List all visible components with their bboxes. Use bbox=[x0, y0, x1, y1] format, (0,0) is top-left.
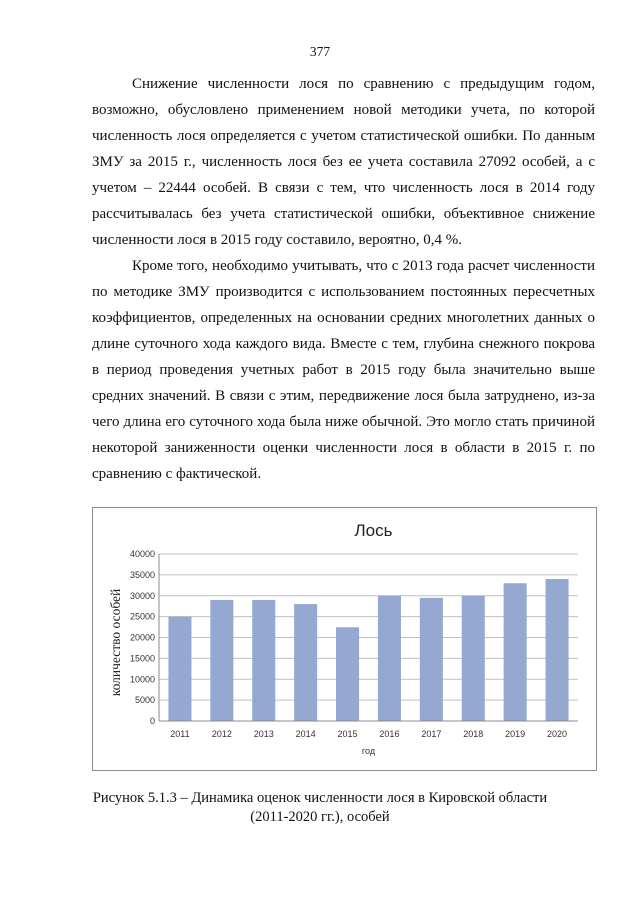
y-tick-label: 0 bbox=[149, 716, 155, 726]
bar bbox=[210, 600, 233, 721]
x-tick-label: 2017 bbox=[421, 729, 442, 739]
bar-chart bbox=[93, 508, 598, 772]
y-tick-label: 15000 bbox=[129, 653, 155, 664]
y-tick-label: 35000 bbox=[129, 569, 155, 580]
y-tick-label: 25000 bbox=[129, 611, 155, 622]
x-tick-label: 2012 bbox=[211, 729, 232, 739]
x-axis-title: год bbox=[361, 746, 376, 756]
bar bbox=[462, 596, 485, 721]
y-tick-label: 10000 bbox=[129, 674, 155, 685]
body-text bbox=[92, 71, 595, 487]
chart-title: Лось bbox=[354, 521, 393, 540]
caption-line-2: (2011-2020 гг.), особей bbox=[250, 809, 390, 825]
bar bbox=[546, 579, 569, 721]
bar bbox=[168, 617, 191, 721]
y-tick-label: 30000 bbox=[129, 590, 155, 601]
x-tick-label: 2014 bbox=[295, 729, 316, 739]
bar bbox=[420, 598, 443, 721]
y-axis-title: количество особей bbox=[108, 588, 123, 697]
x-tick-label: 2013 bbox=[253, 729, 274, 739]
x-tick-label: 2020 bbox=[547, 729, 568, 739]
bar bbox=[504, 583, 527, 721]
chart-frame bbox=[92, 507, 597, 771]
bar bbox=[252, 600, 275, 721]
bar bbox=[294, 604, 317, 721]
figure-caption bbox=[0, 789, 640, 827]
y-tick-label: 5000 bbox=[134, 695, 155, 706]
bar bbox=[336, 627, 359, 721]
x-tick-label: 2019 bbox=[505, 729, 526, 739]
paragraph-2: Кроме того, необходимо учитывать, что с 2013 года расчет численности по методике ЗМУ производится с использованием постоянных пересчетных коэффициентов, определенных на основании средних многолетних данных о длине суточного хода каждого вида. Вместе с тем, глубина снежного покрова в период проведения учетных работ в 2015 году была значительно выше средних значений. В связи с этим, передвижение лося была затруднено, из-за чего длина его суточного хода была ниже обычной. Это могло стать причиной некоторой заниженности оценки численности лося в области в 2015 г. по сравнению с фактической. bbox=[92, 258, 595, 482]
x-tick-label: 2015 bbox=[337, 729, 358, 739]
y-tick-label: 20000 bbox=[129, 632, 155, 643]
y-tick-label: 40000 bbox=[129, 549, 155, 559]
x-tick-label: 2016 bbox=[379, 729, 400, 739]
paragraph-1: Снижение численности лося по сравнению с предыдущим годом, возможно, обусловлено применением новой методики учета, по которой численность лося определяется с учетом статистической ошибки. По данным ЗМУ за 2015 г., численность лося без ее учета составила 27092 особей, а с учетом – 22444 особей. В связи с тем, что численность лося в 2014 году рассчитывалась без учета статистической ошибки, объективное снижение численности лося в 2015 году составило, вероятно, 0,4 %. bbox=[92, 76, 595, 248]
page-number: 377 bbox=[309, 44, 331, 59]
x-tick-label: 2011 bbox=[170, 729, 190, 739]
x-tick-label: 2018 bbox=[463, 729, 484, 739]
caption-line-1: Рисунок 5.1.3 – Динамика оценок численности лося в Кировской области bbox=[92, 790, 548, 806]
bar bbox=[378, 596, 401, 721]
